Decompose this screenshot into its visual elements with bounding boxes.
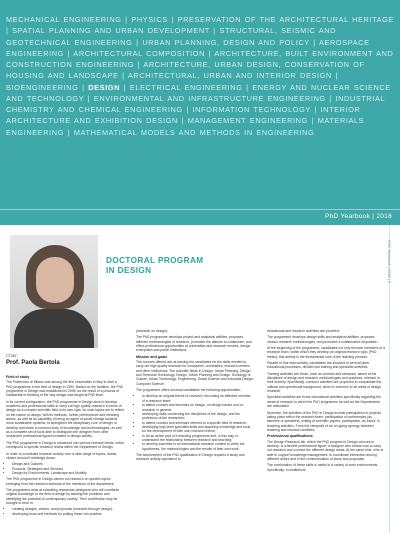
paragraph: The Design Research lab, which the PhD program in Design concurs to develop, is a flexible professional figure: a designer who knows how to carry out research and connect the different design areas. At the same time, s/he is able to support knowledge management, to coordinate interaction among different actors and in the communication of ideas and proposals.	[267, 439, 384, 461]
side-page-label: PhD Yearbook | 2018 | 9	[387, 240, 392, 284]
discipline-item: INTERIOR ARCHITECTURE AND EXHIBITION DESIGN	[6, 105, 361, 126]
paragraph: The combination of these skills is useful in a variety of work environments. Specifically: in institutions	[267, 463, 379, 472]
heading-mission-goals: Mission and goals	[136, 354, 168, 359]
paragraph: The Politecnico di Milano was among the first universities in Italy to start a PhD programme in the field of design in 1990. Based on the tradition, the PhD programme in Design was established in 2008, as the result of a process of substantial re-thinking of the way design was taught at PhD level.	[6, 380, 124, 398]
discipline-item: MECHANICAL ENGINEERING	[6, 15, 122, 24]
discipline-item: MATHEMATICAL MODELS AND METHODS IN ENGINEERING	[73, 127, 315, 137]
program-title-line1: DOCTORAL PROGRAM	[106, 256, 204, 265]
paragraph: In order to coordinate research activity over a wide range of topics, teams cluster around Knowledge Areas:	[6, 451, 117, 460]
discipline-item: PRESERVATION OF THE ARCHITECTURAL HERITAGE	[177, 15, 394, 24]
heading-professional-qualifications: Professional qualifications	[267, 434, 313, 439]
paragraph: The programme aims at educating researcher-designers who will contribute original knowledge to the field of design by tackling the problems and identifying the potential of contemporary society. Their contribution may be brought to bear in:	[6, 487, 120, 505]
list-item: • creating designs, visions, and proposals (research through design);	[12, 507, 124, 511]
discipline-item: ENERGY AND NUCLEAR SCIENCE AND TECHNOLOGY	[6, 82, 391, 103]
paragraph: The PhD programme in Design carries out research on specific topics emerging from the research interests of the members of the department.	[6, 477, 115, 486]
discipline-item: INDUSTRIAL CHEMISTRY AND CHEMICAL ENGINEERING	[6, 93, 385, 114]
heading-field-of-study: Field of study	[6, 375, 30, 379]
discipline-item: ARCHITECTURE, BUILT ENVIRONMENT AND CONSTRUCTION ENGINEERING	[6, 48, 394, 69]
discipline-item: ENVIRONMENTAL AND INFRASTRUCTURE ENGINEERING	[93, 93, 326, 103]
discipline-item: URBAN PLANNING, DESIGN AND POLICY	[142, 37, 310, 47]
paragraph: The programme offers doctoral candidates the following opportunities:	[136, 388, 241, 393]
paragraph: Specialist activities are those educational activities specifically regarding the areas of research in which the PhD programme as well as the Departments are articulated.	[267, 395, 382, 409]
discipline-item: ELECTRICAL ENGINEERING	[129, 82, 243, 92]
opportunities-list	[142, 394, 254, 450]
list-item: • to develop an original theme of research, becoming an effective member of a research team;	[142, 394, 254, 403]
discipline-item: SPATIAL PLANNING AND URBAN DEVELOPMENT	[12, 26, 210, 36]
chair-name: Prof. Paola Bertola	[6, 360, 60, 366]
list-item: • to attend courses and seminars on design, on design issues and on research in general;	[142, 403, 254, 412]
discipline-item: MATERIALS ENGINEERING	[6, 116, 365, 137]
discipline-item: DESIGN	[88, 82, 121, 92]
discipline-item: STRUCTURAL, SEISMIC AND GEOTECHNICAL ENGINEERING	[6, 26, 337, 47]
discipline-item: ARCHITECTURAL, URBAN AND INTERIOR DESIGN	[127, 71, 332, 81]
paragraph: The courses offered aim at training the candidates for the skills needed to carry out high quality research for companies, universities, research centres and other institutions. The scientific fields in Design: Urban Planning, Design and Territorial Technology, Design, Urban Planning and Design, Sociology of Culture, Urban Technology, Engineering, Social Science and Industrial Design; Computer Science.	[136, 360, 254, 386]
chair-portrait-photo	[10, 235, 98, 348]
discipline-item: BIOENGINEERING	[6, 82, 79, 92]
cover-panel	[0, 0, 400, 225]
contribution-list	[12, 507, 124, 516]
paragraph: educational and research activities are provided.	[267, 329, 340, 333]
paragraph: The achievement of the PhD qualification in Design requires a study and research activity equivalent to	[136, 452, 245, 462]
discipline-item: MANAGEMENT ENGINEERING	[187, 116, 308, 126]
paragraph: At the beginning of the programme, candidates not only become members of a research team, within which they develop an original research topic (PhD thesis); this activity is the fundamental core of the learning process.	[267, 346, 385, 359]
program-title-line2: IN DESIGN	[106, 266, 152, 275]
cover-divider	[0, 209, 400, 210]
list-item: • to attend courses and seminars referred to a specific field of research;	[142, 421, 254, 425]
disciplines-list: MECHANICAL ENGINEERING | PHYSICS | PRESERVATION OF THE ARCHITECTURAL HERITAGE | SPATIAL PLANNING AND URBAN DEVELOPMENT | STRUCTURAL, SEISMIC AND GEOTECHNICAL ENGINEERING | URBAN PLANNING, DESIGN AND POLICY | AEROSPACE ENGINEERING | ARCHITECTURAL COMPOSITION | ARCHITECTURE, BUILT ENVIRONMENT AND CONSTRUCTION ENGINEERING | ARCHITECTURE, URBAN DESIGN, CONSERVATION OF HOUSING AND LANDSCAPE | ARCHITECTURAL, URBAN AND INTERIOR DESIGN | BIOENGINEERING | DESIGN | ELECTRICAL ENGINEERING | ENERGY AND NUCLEAR SCIENCE AND TECHNOLOGY | ENVIRONMENTAL AND INFRASTRUCTURE ENGINEERING | INDUSTRIAL CHEMISTRY AND CHEMICAL ENGINEERING | INFORMATION TECHNOLOGY | INTERIOR ARCHITECTURE AND EXHIBITION DESIGN | MANAGEMENT ENGINEERING | MATERIALS ENGINEERING | MATHEMATICAL MODELS AND METHODS IN ENGINEERING	[6, 15, 394, 137]
list-item: • developing high-level specialist skills and acquiring knowledge and tools for the development of their own research theme;	[142, 425, 254, 434]
paragraph: The PhD programme in Design is structured into various research fields, which correspond to specific research teams within the Department of Design.	[6, 440, 124, 450]
list-item: • to do an active part of a teaching programme and, in this way, to understand the relationship between research and teaching;	[142, 434, 254, 443]
list-item: • Design and Cultures	[12, 462, 124, 466]
list-item: • developing tools and methods for putting these into practice	[12, 512, 124, 516]
paragraph: The programme develops design skills and analytical abilities, proposes various research methodologies, and promotes a collaborative disposition.	[267, 335, 379, 344]
paragraph: Parallel to this main activity, candidates are involved in several other educational processes, divided into training and specialist activities.	[267, 361, 370, 370]
discipline-item: PHYSICS	[131, 15, 168, 24]
discipline-item: AEROSPACE ENGINEERING	[6, 37, 370, 58]
discipline-item: INFORMATION TECHNOLOGY	[192, 105, 311, 114]
list-item: • developing skills concerning the disciplines of the design, and the profession of the researcher;	[142, 412, 254, 421]
text-column-1	[6, 373, 124, 518]
knowledge-areas-list	[12, 462, 124, 475]
list-item: • Products, Strategies and Services	[12, 467, 124, 471]
discipline-item: ARCHITECTURE, URBAN DESIGN, CONSERVATION OF HOUSING AND LANDSCAPE	[6, 60, 365, 81]
discipline-item: ARCHITECTURAL COMPOSITION	[73, 48, 206, 58]
program-title	[106, 256, 204, 276]
chair-label: Chair:	[6, 353, 19, 358]
paragraph: The PhD programme develops project and analytical abilities, proposes different methodologies of research, promotes the attitude to collaborate, and offers professional opportunities at universities and research centres, design enterprises and public institutions.	[136, 335, 252, 353]
list-item: • Design for Environments, Landscape and Mobility	[12, 471, 124, 475]
yearbook-label: PhD Yearbook | 2018	[324, 213, 392, 220]
paragraph: Training activities are those, such as courses and seminars, aimed at the disciplines of design and research methodologies and practices, relevant in their entirety. Specifically, common activities are proposed to consolidate the cultural and operational background, which is common to all areas of design research.	[267, 371, 382, 394]
list-item: • to develop expertise in an international research context to verify the hypotheses, the methodologies and the results of their own work.	[142, 442, 254, 451]
paragraph: In its current configuration, the PhD programme in Design aims to develop academic and professional skills to carry out high quality research in terms of design as a complex scientific field in its own right. Its main topics are to reflect on the nature of design, with its methods, further performance and meaning issues, as well as its capability of being an agent of social change towards more sustainable systems; to strengthen the disciplinary core of design; to develop and share a common body of knowledge and methodologies, as well as a complete set of tools able to distinguish the designer from other researcher professional figures invested in design activity.	[6, 399, 124, 439]
text-column-2	[136, 329, 254, 464]
paragraph: (research on design).	[136, 329, 169, 333]
text-column-3	[267, 329, 385, 474]
paragraph: Moreover, the activities of the PhD in Design include participation in projects taking place within the research team; participation in conferences (as listeners or speakers); writing of scientific papers; participation, as tutors, in teaching activities. From the viewpoint of an on-going synergy between teaching and research activities.	[267, 410, 382, 432]
